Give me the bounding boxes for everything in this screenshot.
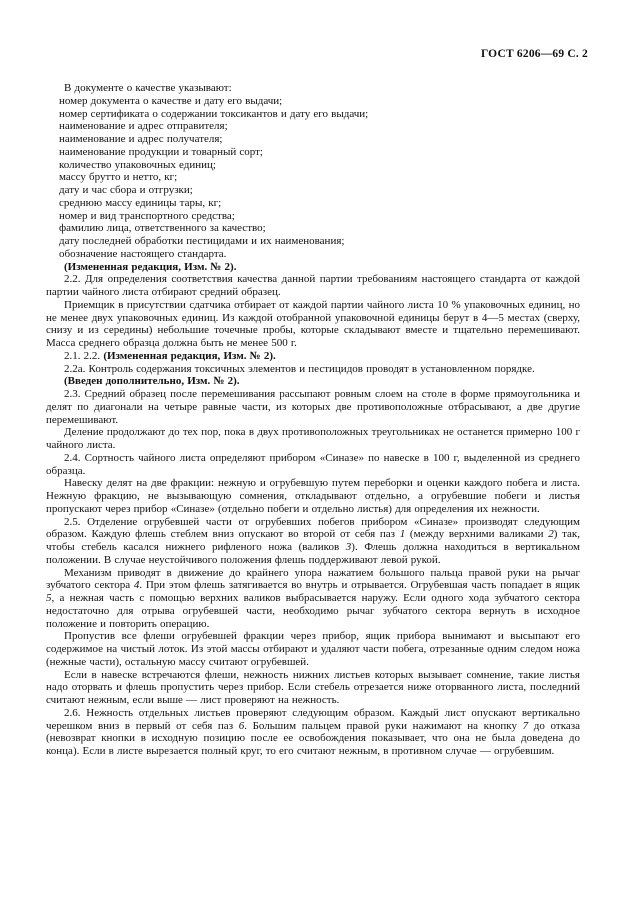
text-run: Если в навеске встречаются флеши, нежность нижних листьев которых вызывает сомнение, такие листья надо оторвать и флешь пропустить через прибор. Если стебель отрезается ниже оторванного листа, последний считают нежным, если выше — лист проверяют на нежность. bbox=[46, 668, 580, 706]
text-run: (Измененная редакция, Изм. № 2). bbox=[103, 349, 276, 362]
text-run: ). Флешь должна находиться в вертикальном положении. В случае неустойчивого положения флешь поддерживают левой рукой. bbox=[46, 541, 581, 566]
paragraph bbox=[46, 426, 580, 452]
text-run: Деление продолжают до тех пор, пока в двух противоположных треугольниках не останется примерно 100 г чайного листа. bbox=[46, 426, 580, 451]
paragraph bbox=[46, 299, 580, 350]
text-run: 2.1. 2.2. bbox=[64, 349, 104, 362]
text-run: В документе о качестве указывают: bbox=[64, 82, 232, 94]
paragraph bbox=[46, 159, 580, 172]
paragraph bbox=[46, 452, 580, 478]
paragraph bbox=[46, 248, 580, 261]
text-run: 2.2а. Контроль содержания токсичных элементов и пестицидов проводят в установленном порядке. bbox=[64, 362, 535, 375]
paragraph bbox=[46, 375, 580, 388]
text-run: наименование и адрес получателя; bbox=[59, 133, 223, 145]
document-sheet bbox=[46, 0, 588, 758]
paragraph bbox=[46, 108, 580, 121]
text-run: 5 bbox=[46, 592, 52, 604]
text-run: 3 bbox=[345, 541, 352, 553]
text-run: . При этом флешь затягивается во внутрь и отрывается. Огрубевшая часть попадает в ящик bbox=[139, 579, 580, 592]
text-run: 4 bbox=[133, 579, 140, 592]
paragraph bbox=[46, 146, 580, 159]
paragraph bbox=[46, 388, 580, 426]
text-run: 2.2. Для определения соответствия качества данной партии требованиям настоящего стандарта от каждой партии чайного листа отбирают средний образец. bbox=[46, 273, 580, 298]
text-run: номер и вид транспортного средства; bbox=[59, 209, 235, 222]
text-run: количество упаковочных единиц; bbox=[59, 158, 216, 171]
text-run: дату последней обработки пестицидами и их наименования; bbox=[59, 235, 345, 247]
text-run: наименование продукции и товарный сорт; bbox=[59, 145, 263, 158]
text-run: , а нежная часть с помощью верхних валиков выбрасывается наружу. Если одного хода зубчатого сектора недостаточно для отрыва огрубевшей части, необходимо рычаг зубчатого сектора вернуть в исходное положение и повторить операцию. bbox=[46, 592, 580, 630]
text-run: Навеску делят на две фракции: нежную и огрубевшую путем переборки и оценки каждого побега и листа. Нежную фракцию, не вызывающую сомнения, откладывают отдельно, а огрубевшие побеги и листья пропускают через прибор «Синазе» (отдельно побеги и отдельно листья) для определения их нежности. bbox=[46, 477, 580, 515]
paragraph bbox=[46, 350, 580, 363]
text-run: . Большим пальцем правой руки нажимают на кнопку bbox=[244, 719, 523, 732]
paragraph bbox=[46, 120, 580, 133]
text-run: 7 bbox=[522, 719, 529, 732]
text-run: наименование и адрес отправителя; bbox=[59, 120, 228, 133]
paragraph bbox=[46, 95, 580, 108]
text-run: до отказа (невозврат кнопки в исходную позицию после ее освобождения показывает, что она не была доведена до конца). Если в листе вырезается полный круг, то его считают нежным, в противном случае — огрубевшим. bbox=[46, 719, 580, 757]
text-run: Приемщик в присутствии сдатчика отбирает от каждой партии чайного листа 10 % упаковочных единиц, но не менее двух упаковочных единиц. Из каждой отобранной упаковочной единицы берут в 4—5 местах (сверху, снизу и из середины) небольшие точечные пробы, которые складывают вместе и тщательно перемешивают. Масса среднего образца должна быть не менее 500 г. bbox=[46, 298, 580, 349]
paragraph bbox=[46, 630, 580, 668]
text-run: 1 bbox=[399, 528, 406, 541]
paragraph bbox=[46, 567, 580, 631]
text-run: номер документа о качестве и дату его выдачи; bbox=[59, 94, 283, 107]
paragraph bbox=[46, 184, 580, 197]
document-body bbox=[46, 82, 580, 758]
paragraph bbox=[46, 133, 580, 146]
text-run: 2.4. Сортность чайного листа определяют прибором «Синазе» по навеске в 100 г, выделенной из среднего образца. bbox=[46, 451, 580, 477]
paragraph bbox=[46, 363, 580, 376]
text-run: Пропустив все флеши огрубевшей фракции через прибор, ящик прибора вынимают и высыпают его содержимое на чистый лоток. Из этой массы отбирают и удаляют части побега, отрезанные одним следом ножа (нежные части), остальную массу считают огрубевшей. bbox=[46, 630, 580, 668]
paragraph bbox=[46, 197, 580, 210]
text-run: (между верхними валиками bbox=[405, 528, 549, 541]
text-run: (Измененная редакция, Изм. № 2). bbox=[64, 260, 237, 273]
paragraph bbox=[46, 477, 580, 515]
text-run: 2.3. Средний образец после перемешивания рассыпают ровным слоем на столе в форме прямоугольника и делят по диагонали на четыре равные части, из которых две противоположные отбрасывают, а две другие перемешивают. bbox=[46, 388, 580, 426]
paragraph bbox=[46, 669, 580, 707]
text-run: 2.5. Отделение огрубевшей части от огрубевших побегов прибором «Синазе» производят следующим образом. Каждую флешь стеблем вниз опускают во второй от себя паз bbox=[46, 515, 580, 541]
paragraph bbox=[46, 235, 580, 248]
text-run: 2.6. Нежность отдельных листьев проверяют следующим образом. Каждый лист опускают вертикально черешком вниз в первый от себя паз bbox=[46, 706, 580, 732]
text-run: среднюю массу единицы тары, кг; bbox=[59, 196, 222, 209]
document-header: ГОСТ 6206—69 С. 2 bbox=[480, 48, 588, 60]
paragraph bbox=[46, 82, 580, 95]
paragraph bbox=[46, 516, 580, 567]
text-run: дату и час сбора и отгрузки; bbox=[59, 184, 193, 196]
paragraph bbox=[46, 273, 580, 299]
text-run: ) так, чтобы стебель касался нижнего рифленого ножа (валиков bbox=[46, 528, 580, 553]
text-run: фамилию лица, ответственного за качество; bbox=[59, 222, 266, 235]
text-run: Механизм приводят в движение до крайнего упора нажатием большого пальца правой руки на рычаг зубчатого сектора bbox=[46, 566, 580, 592]
paragraph bbox=[46, 707, 580, 758]
text-run: (Введен дополнительно, Изм. № 2). bbox=[64, 375, 240, 388]
text-run: номер сертификата о содержании токсикантов и дату его выдачи; bbox=[59, 107, 369, 120]
paragraph bbox=[46, 261, 580, 274]
text-run: обозначение настоящего стандарта. bbox=[59, 247, 227, 260]
paragraph bbox=[46, 222, 580, 235]
text-run: 2 bbox=[548, 528, 554, 541]
paragraph bbox=[46, 210, 580, 223]
text-run: массу брутто и нетто, кг; bbox=[59, 171, 178, 184]
text-run: 6 bbox=[238, 719, 245, 732]
paragraph bbox=[46, 171, 580, 184]
